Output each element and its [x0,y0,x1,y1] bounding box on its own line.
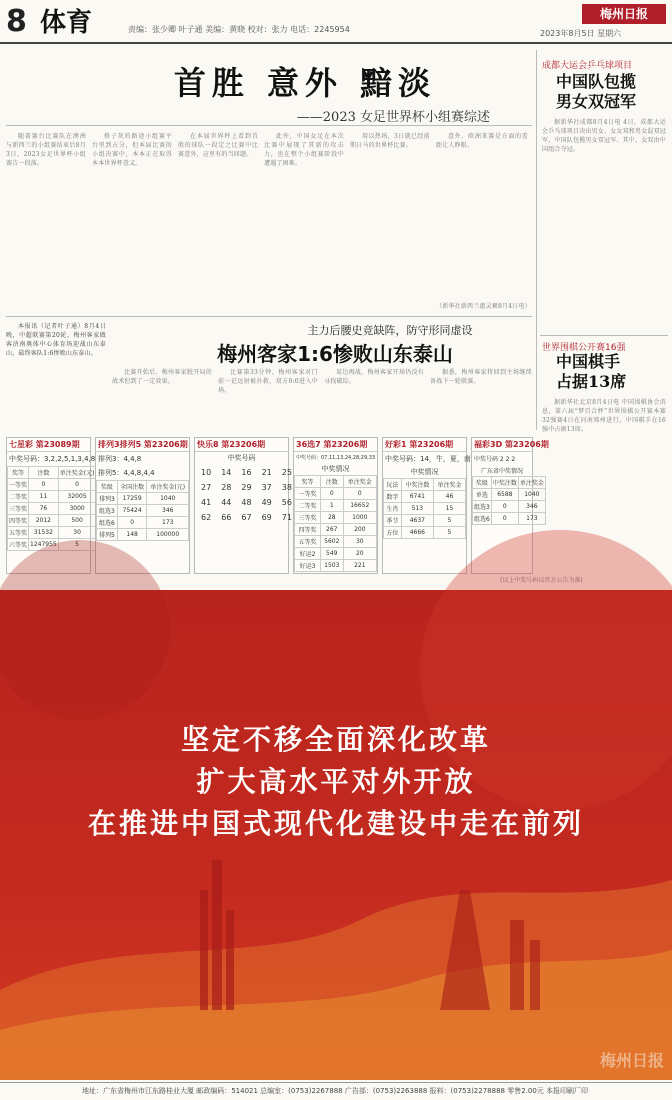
lead-column-5: 用以热场，3日就已经前期日马的世界杯比赛。 [350,133,430,149]
side1-title-line1: 中国队包揽 [556,72,637,91]
lottery-label: 中奖情况 [410,468,439,476]
newspaper-logo: 梅州日报 [582,4,666,24]
page-number: 8 [6,4,27,39]
watermark-logo: 梅州日报 [599,1051,664,1070]
page-header [0,0,672,44]
ad-slogan-line3: 在推进中国式现代化建设中走在前列 [87,807,584,840]
lead-column-2: 格子灰的路途小组赛平台里到占分，但本届比赛的小组决赛中，本本正在取得本本世界杯意义。 [92,133,172,167]
prize-table: 奖级 中奖注数 单注奖金 单选 6588 1040 组选3 0 346 组选6 0 173 [472,476,546,525]
issue-date: 2023年8月5日 星期六 [540,29,622,38]
lottery-numbers: 中奖号码：07,11,13,24,28,29,33 [296,455,376,461]
story2-lead: 本报讯（记者叶子通）8月4日晚，中超联赛第20轮，梅州客家做客济南奥体中心体育场迎战山东泰山，最终客队1:6惨败山东泰山。 [6,323,106,357]
number-grid: 10 14 16 21 25 27 28 29 37 38 41 44 48 49 56 62 66 67 69 71 [201,468,292,522]
lottery-numbers: 中奖号码：3,2,2,5,1,3,4,8 [9,455,96,463]
lottery-numbers: 排列3：4,4,8 [98,455,142,463]
lead-column-6: 意外、欧洲来赛是方面的差距让人睁眼。 [436,133,528,149]
lottery-numbers: 中奖号码 2 2 2 [474,456,516,463]
lead-headline: 首胜 意外 黯淡 [173,64,437,102]
side2-title-line1: 中国棋手 [556,352,621,371]
lead-column-1: 随着赛台比赛队在澳洲与新西兰的小组赛结束后8月3日，2023女足世界杯小组赛告一段落。 [6,133,86,167]
lottery-label: 中奖情况 [321,465,350,473]
side2-kicker: 世界围棋公开赛16强 [542,343,626,353]
lottery-title: 福彩3D 第23206期 [472,438,532,452]
lottery-haocai1 [382,437,471,574]
lottery-title: 36选7 第23206期 [294,438,377,452]
lottery-numbers: 中奖号码：14，牛，夏，南 [385,455,471,463]
lottery-footnote: (以上中奖号码以官方公告为准) [500,577,583,584]
story2-kicker: 主力后腰史竞缺阵，防守形同虚设 [307,324,473,337]
column-rule [536,50,537,430]
side1-title-line2: 男女双冠军 [556,92,637,111]
page-footer: 地址：广东省梅州市江东路桂业大厦 邮政编码：514021 总编室：(0753)2267888 广告部：(0753)2263888 报料：(0753)2278888 零售2.00元 本报印刷厂印 [0,1082,672,1100]
lottery-36xuan7 [293,437,378,574]
story2-column-2: 比赛第33分钟，梅州客家对门前一记远射被扑救，双方0:0进入中场。 [218,369,318,394]
prize-table: 玩法 中奖注数 单注奖金 数字 6741 46 生肖 513 15 季节 4637 5 方位 4666 5 [383,478,466,539]
lottery-title: 排列3排列5 第23206期 [96,438,189,452]
side1-kicker: 成都大运会乒乓球项目 [542,61,633,71]
section-title: 体育 [40,8,93,38]
side2-text: 据新华社北京8月4日电 中国围棋协会消息，第六届“梦百合杯”世界围棋公开赛本赛32强赛4日在河南郑州进行，中国棋手在16强中占据13席。 [542,399,666,433]
divider [6,316,532,317]
side1-text: 据新华社成都8月4日电 4日，成都大运会乒乓球项目决出男女、女女双和男女混双冠军，中国队包揽男女双冠军。其中，女双由中国组合夺冠。 [542,119,667,153]
side2-title-line2: 占据13席 [556,372,627,391]
public-service-ad [0,590,672,1080]
lottery-label: 中奖号码 [227,454,256,462]
ad-slogan-line1: 坚定不移全面深化改革 [180,723,491,756]
story2-column-3: 易边再战，梅州客家开场仍没有寻找破综。 [324,369,424,385]
lottery-label: 广东省中奖情况 [480,468,523,475]
editor-credits: 责编：张少卿 叶子通 美编：黄晓 校对：张力 电话：2245954 [128,25,350,34]
lead-subhead: ——2023 女足世界杯小组赛综述 [296,110,490,125]
story2-column-1: 比赛开始后，梅州客家脱开局的战术但到了一定效果。 [112,369,212,385]
lead-credit: （新华社新西兰惠灵顿8月4日电） [436,303,531,310]
lottery-kuaile8 [194,437,292,574]
ad-slogan-line2: 扩大高水平对外开放 [196,765,476,798]
divider [6,125,532,126]
lottery-title: 快乐8 第23206期 [195,438,288,452]
prize-table: 奖等 注数 单注奖金(元) 一等奖 0 0 二等奖 11 32005 三等奖 76 3000 四等奖 2012 500 五等奖 31532 30 六等奖 1247955 5 [7,466,96,551]
lead-column-3: 在本届世界杯上看到首胜的球队一段定之比赛中比赛意外，这里有的当回题。 [178,133,258,158]
story2-headline: 梅州客家1:6惨败山东泰山 [217,342,453,366]
lead-column-4: 此外，中国女足在本次比赛中展现了其新的攻击力，也在整个小组赛阶段中遭遇了困难。 [264,133,344,167]
lottery-numbers: 排列5：4,4,8,4,4 [98,469,155,477]
prize-table: 奖等 注数 单注奖金 一等奖 0 0 二等奖 1 16652 三等奖 28 1000 四等奖 267 200 五等奖 5602 30 好运2 549 20 好运3 1503 221 [294,475,377,572]
lottery-title: 好彩1 第23206期 [383,438,466,452]
prize-table: 奖级 全国注数 单注奖金(元) 排列3 17259 1040 组选3 75424 346 组选6 0 173 排列5 148 100000 [96,480,189,541]
story2-column-4: 据悉，梅州客家将回到主场继续备战下一轮联赛。 [430,369,532,385]
divider [540,335,668,336]
lottery-title: 七星彩 第23089期 [7,438,90,452]
